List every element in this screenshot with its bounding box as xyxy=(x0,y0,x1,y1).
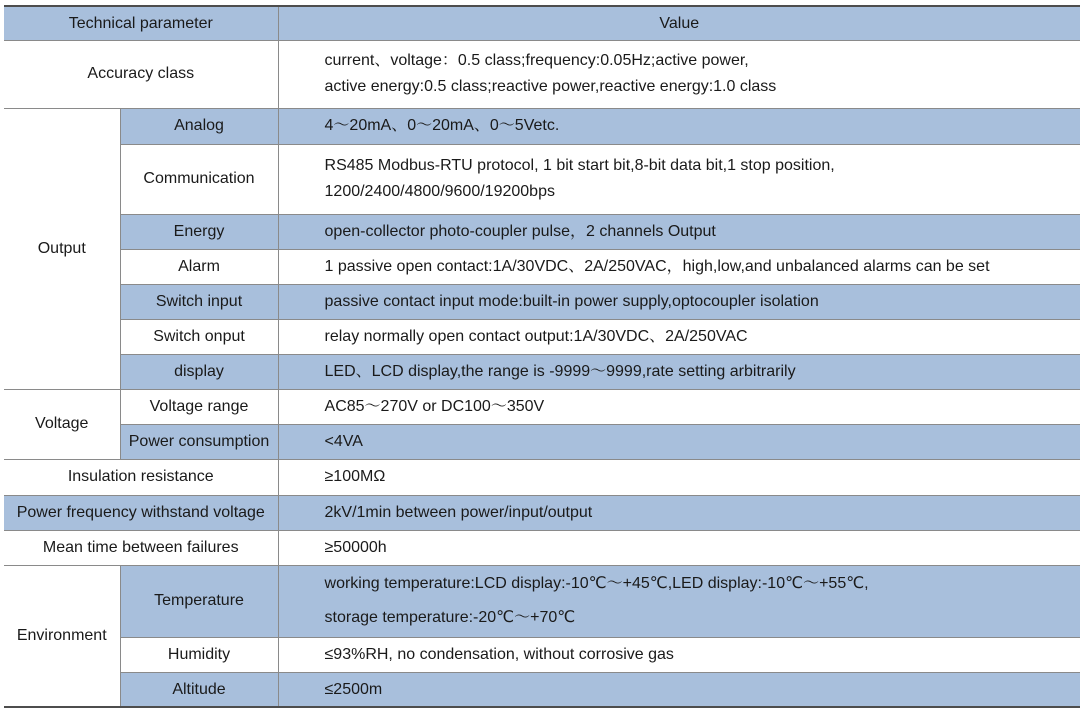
table-row xyxy=(4,495,1080,530)
switch-onput-value: relay normally open contact output:1A/30VDC、2A/250VAC xyxy=(278,319,1080,354)
humidity-value: ≤93%RH, no condensation, without corrosive gas xyxy=(278,637,1080,672)
analog-label: Analog xyxy=(120,108,278,144)
table-row xyxy=(4,354,1080,389)
table-row xyxy=(4,249,1080,284)
communication-line2: 1200/2400/4800/9600/19200bps xyxy=(324,183,555,200)
environment-label: Environment xyxy=(4,565,120,707)
accuracy-label: Accuracy class xyxy=(4,40,278,108)
communication-line1: RS485 Modbus-RTU protocol, 1 bit start bit,8-bit data bit,1 stop position, xyxy=(324,157,835,174)
switch-input-value: passive contact input mode:built-in power supply,optocoupler isolation xyxy=(278,284,1080,319)
accuracy-value xyxy=(278,40,1080,108)
temperature-value xyxy=(278,565,1080,637)
withstand-value: 2kV/1min between power/input/output xyxy=(278,495,1080,530)
table-row xyxy=(4,214,1080,249)
voltage-range-value: AC85～270V or DC100～350V xyxy=(278,389,1080,424)
table-row xyxy=(4,389,1080,424)
insulation-label: Insulation resistance xyxy=(4,459,278,495)
table-row xyxy=(4,144,1080,214)
accuracy-line1: current、voltage：0.5 class;frequency:0.05Hz;active power, xyxy=(324,52,749,69)
communication-value xyxy=(278,144,1080,214)
alarm-value: 1 passive open contact:1A/30VDC、2A/250VAC，high,low,and unbalanced alarms can be set xyxy=(278,249,1080,284)
humidity-label: Humidity xyxy=(120,637,278,672)
header-value: Value xyxy=(278,6,1080,40)
energy-value: open-collector photo-coupler pulse，2 channels Output xyxy=(278,214,1080,249)
switch-input-label: Switch input xyxy=(120,284,278,319)
display-value: LED、LCD display,the range is -9999～9999,rate setting arbitrarily xyxy=(278,354,1080,389)
temperature-label: Temperature xyxy=(120,565,278,637)
voltage-label: Voltage xyxy=(4,389,120,459)
power-consumption-label: Power consumption xyxy=(120,424,278,459)
table-row xyxy=(4,637,1080,672)
mtbf-label: Mean time between failures xyxy=(4,530,278,565)
communication-label: Communication xyxy=(120,144,278,214)
alarm-label: Alarm xyxy=(120,249,278,284)
altitude-value: ≤2500m xyxy=(278,672,1080,707)
switch-onput-label: Switch onput xyxy=(120,319,278,354)
header-row xyxy=(4,6,1080,40)
table-row xyxy=(4,284,1080,319)
table-row xyxy=(4,459,1080,495)
altitude-label: Altitude xyxy=(120,672,278,707)
insulation-value: ≥100MΩ xyxy=(278,459,1080,495)
table-row xyxy=(4,565,1080,637)
temperature-line1: working temperature:LCD display:-10℃～+45℃,LED display:-10℃～+55℃, xyxy=(324,575,869,592)
header-param: Technical parameter xyxy=(4,6,278,40)
voltage-range-label: Voltage range xyxy=(120,389,278,424)
table-row xyxy=(4,424,1080,459)
output-label: Output xyxy=(4,108,120,389)
table-row xyxy=(4,672,1080,707)
withstand-label: Power frequency withstand voltage xyxy=(4,495,278,530)
energy-label: Energy xyxy=(120,214,278,249)
power-consumption-value: <4VA xyxy=(278,424,1080,459)
table-row xyxy=(4,40,1080,108)
analog-value: 4～20mA、0～20mA、0～5Vetc. xyxy=(278,108,1080,144)
table-row xyxy=(4,530,1080,565)
mtbf-value: ≥50000h xyxy=(278,530,1080,565)
display-label: display xyxy=(120,354,278,389)
accuracy-line2: active energy:0.5 class;reactive power,reactive energy:1.0 class xyxy=(324,78,777,95)
spec-table xyxy=(4,5,1080,708)
table-row xyxy=(4,108,1080,144)
table-row xyxy=(4,319,1080,354)
temperature-line2: storage temperature:-20℃～+70℃ xyxy=(324,609,576,626)
